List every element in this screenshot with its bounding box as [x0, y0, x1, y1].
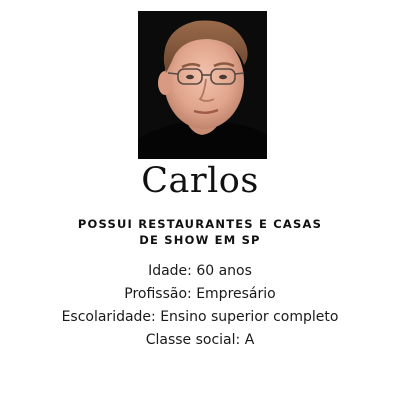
fact-profession: Profissão: Empresário: [124, 286, 276, 302]
fact-age: Idade: 60 anos: [148, 263, 252, 279]
person-portrait-icon: [138, 11, 267, 159]
person-name: Carlos: [141, 161, 259, 201]
fact-social-class: Classe social: A: [145, 332, 255, 348]
person-facts-list: [0, 260, 400, 352]
fact-education: Escolaridade: Ensino superior completo: [61, 309, 339, 325]
profile-photo: [138, 11, 267, 159]
person-tagline: POSSUI RESTAURANTES E CASAS DE SHOW EM SP: [77, 217, 323, 247]
